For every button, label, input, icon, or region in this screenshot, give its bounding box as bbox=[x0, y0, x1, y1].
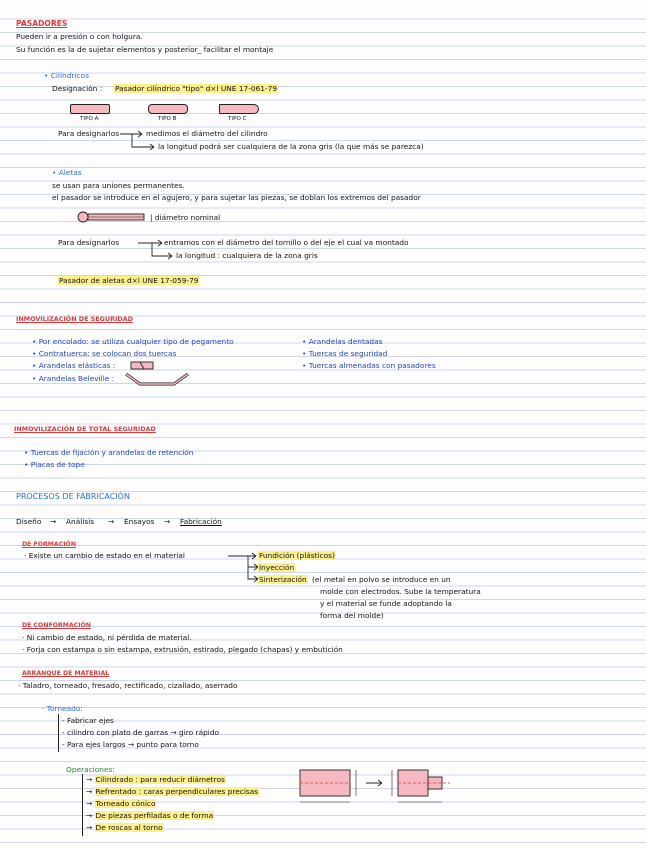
inmov-seg-right-0: • Arandelas dentadas bbox=[302, 337, 383, 346]
section-title-inmov-total: INMOVILIZACIÓN DE TOTAL SEGURIDAD bbox=[14, 425, 156, 433]
torneado-item-2: - Para ejes largos → punto para torno bbox=[62, 740, 199, 749]
inmov-seg-left-2: • Arandelas elásticas : bbox=[32, 361, 116, 370]
sinter-note-1: molde con electrodos. Sube la temperatura bbox=[320, 587, 481, 596]
pasadores-line1: Pueden ir a presión o con holgura. bbox=[16, 32, 143, 41]
inmov-seg-left-0: • Por encolado: se utiliza cualquier tipo de pegamento bbox=[32, 337, 234, 346]
aletas-item2: la longitud : cualquiera de la zona gris bbox=[176, 251, 318, 260]
inmov-seg-right-2: • Tuercas almenadas con pasadores bbox=[302, 361, 436, 370]
diametro-nominal: | diámetro nominal bbox=[150, 213, 221, 222]
aletas-line2: el pasador se introduce en el agujero, y para sujetar las piezas, se doblan los extremos del pasador bbox=[52, 193, 421, 202]
flow-arrow-icon: → bbox=[164, 517, 171, 526]
pin-type-a-drawing bbox=[70, 104, 110, 114]
torneado-heading: · Torneado: bbox=[42, 704, 83, 713]
formacion-intro: · Existe un cambio de estado en el material bbox=[24, 551, 185, 560]
operacion-2: → Torneado cónico bbox=[86, 799, 156, 808]
conformacion-title: DE CONFORMACIÓN bbox=[22, 622, 91, 629]
flow-arrow-icon: → bbox=[50, 517, 57, 526]
section-title-inmov-seg: INMOVILIZACIÓN DE SEGURIDAD bbox=[16, 315, 133, 323]
arranque-title: ARRANQUE DE MATERIAL bbox=[22, 670, 110, 677]
torneado-item-1: - cilindro con plato de garras → giro rápido bbox=[62, 728, 220, 737]
cil-para-label: Para designarlos bbox=[58, 129, 120, 138]
arranque-line1: · Taladro, torneado, fresado, rectificado, cizallado, aserrado bbox=[18, 681, 238, 690]
flow-ensayos: Ensayos bbox=[124, 517, 155, 526]
torneado-bar bbox=[58, 714, 59, 752]
formacion-item-0: Fundición (plásticos) bbox=[259, 551, 335, 560]
flow-diseno: Diseño bbox=[16, 517, 42, 526]
pin-type-c-drawing bbox=[219, 104, 259, 114]
sinter-note-0: (el metal en polvo se introduce en un bbox=[312, 575, 451, 584]
designation-value: Pasador cilíndrico "tipo" d×l UNE 17-061-79 bbox=[115, 84, 278, 93]
inmov-seg-left-3: • Arandelas Beleville : bbox=[32, 374, 115, 383]
inmov-seg-right-1: • Tuercas de seguridad bbox=[302, 349, 388, 358]
cilindricos-heading: • Cilíndricos bbox=[44, 71, 89, 80]
formacion-title: DE FORMACIÓN bbox=[22, 541, 76, 548]
sinter-note-3: forma del molde) bbox=[320, 611, 384, 620]
belleville-washer-icon bbox=[124, 372, 194, 392]
conformacion-line1: · Ni cambio de estado, ni pérdida de material. bbox=[22, 633, 192, 642]
inmov-total-item-0: • Tuercas de fijación y arandelas de retención bbox=[24, 448, 194, 457]
aletas-item1: entramos con el diámetro del tornillo o del eje el cual va montado bbox=[164, 238, 409, 247]
type-b-label: TIPO B bbox=[158, 116, 177, 122]
operacion-0: → Cilindrado : para reducir diámetros bbox=[86, 775, 225, 784]
conformacion-line2: · Forja con estampa o sin estampa, extrusión, estirado, plegado (chapas) y embutición bbox=[22, 645, 343, 654]
section-title-procesos: PROCESOS DE FABRICACIÓN bbox=[16, 492, 130, 501]
type-a-label: TIPO A bbox=[80, 116, 99, 122]
designation-label: Designación : bbox=[52, 84, 103, 93]
pin-type-b-drawing bbox=[148, 104, 188, 114]
torneado-item-0: - Fabricar ejes bbox=[62, 716, 114, 725]
operacion-4: → De roscas al torno bbox=[86, 823, 163, 832]
sinter-note-2: y el material se funde adoptando la bbox=[320, 599, 452, 608]
aletas-heading: • Aletas bbox=[52, 168, 82, 177]
split-washer-icon bbox=[131, 361, 155, 371]
aletas-line1: se usan para uniones permanentes. bbox=[52, 181, 185, 190]
aletas-para-label: Para designarlos bbox=[58, 238, 120, 247]
formacion-item-2: Sinterización bbox=[259, 575, 307, 584]
flow-arrow-icon: → bbox=[108, 517, 115, 526]
inmov-seg-left-1: • Contratuerca: se colocan dos tuercas bbox=[32, 349, 177, 358]
inmov-total-item-1: • Placas de tope bbox=[24, 460, 85, 469]
formacion-item-1: Inyección bbox=[259, 563, 295, 572]
pasadores-line2: Su función es la de sujetar elementos y posterior_ facilitar el montaje bbox=[16, 45, 274, 54]
section-title-pasadores: PASADORES bbox=[16, 19, 68, 28]
cil-item1: medimos el diámetro del cilindro bbox=[146, 129, 268, 138]
cotter-pin-icon bbox=[77, 211, 147, 223]
type-c-label: TIPO C bbox=[228, 116, 247, 122]
turning-sketch-icon bbox=[300, 768, 470, 818]
flow-analisis: Análisis bbox=[66, 517, 95, 526]
operaciones-label: Operaciones: bbox=[66, 765, 115, 774]
flow-fabricacion: Fabricación bbox=[180, 517, 222, 526]
aletas-designation: Pasador de aletas d×l UNE 17-059-79 bbox=[59, 276, 199, 285]
operaciones-bar bbox=[82, 774, 83, 836]
operacion-3: → De piezas perfiladas o de forma bbox=[86, 811, 214, 820]
cil-item2: la longitud podrá ser cualquiera de la zona gris (la que más se parezca) bbox=[158, 142, 424, 151]
operacion-1: → Refrentado : caras perpendiculares precisas bbox=[86, 787, 259, 796]
